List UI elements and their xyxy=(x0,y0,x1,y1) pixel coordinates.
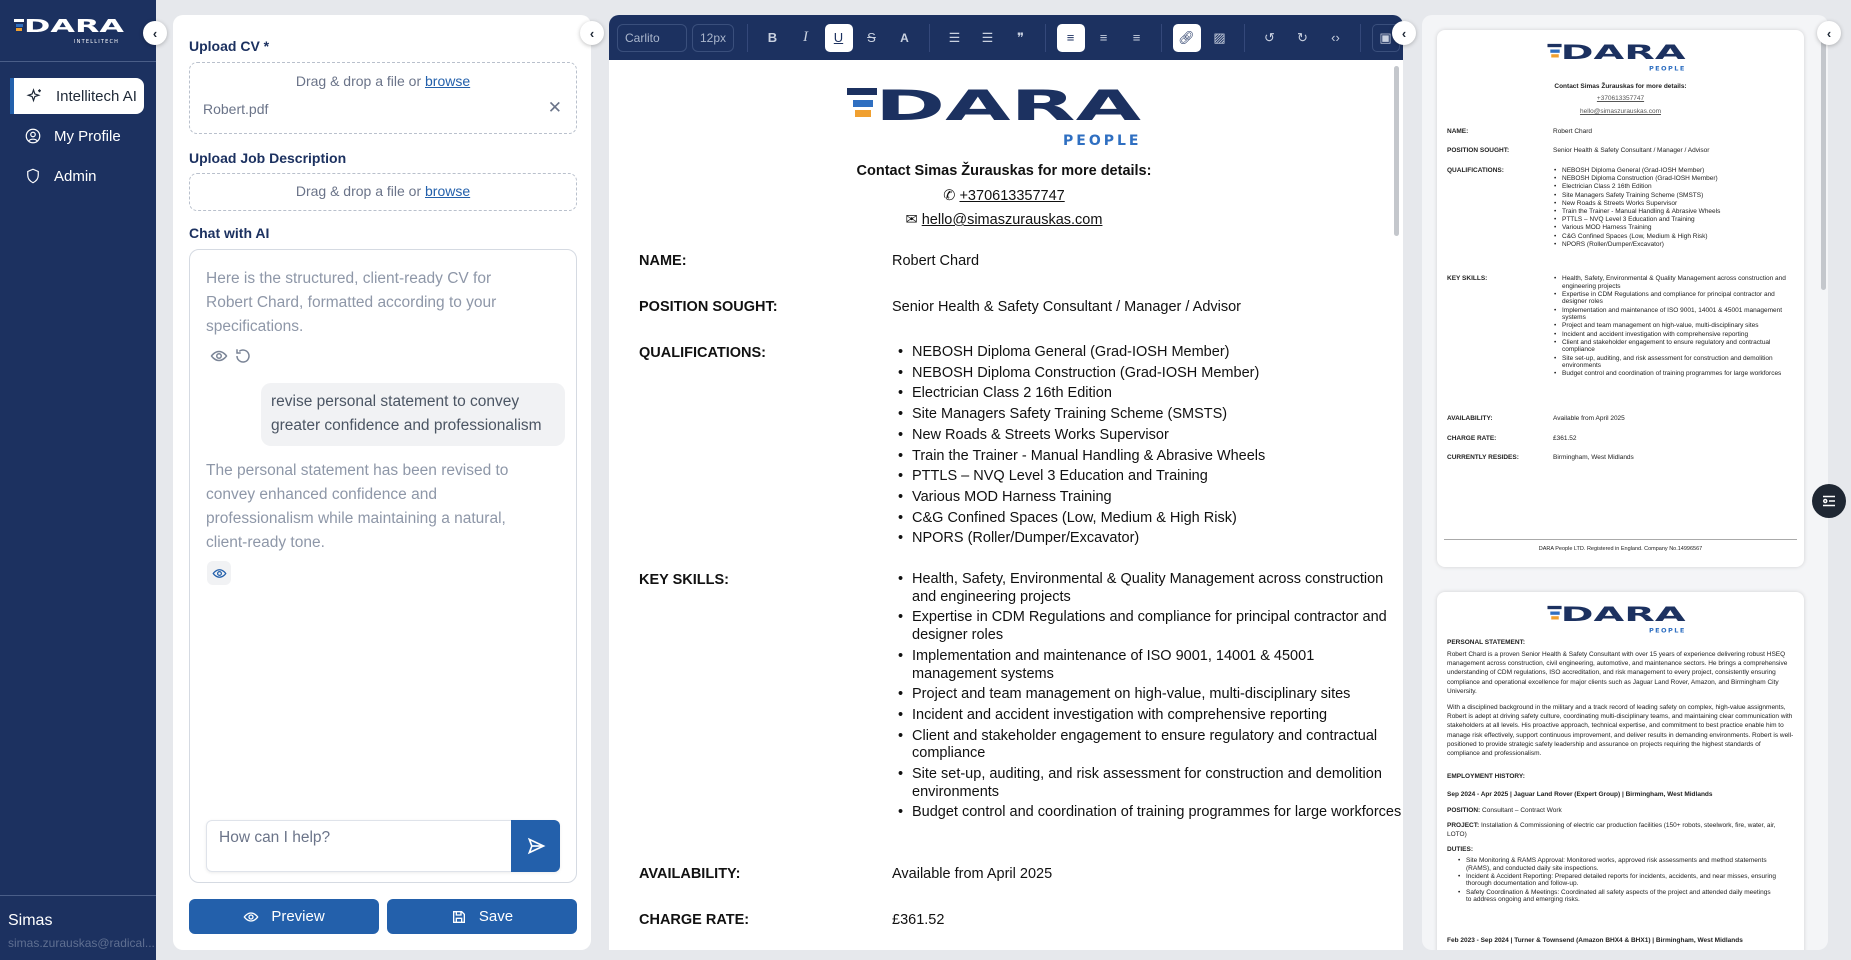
list-item: • NPORS (Roller/Dumper/Excavator) xyxy=(1553,241,1797,249)
preview-page-2 xyxy=(1437,592,1804,950)
collapse-editor-button[interactable] xyxy=(1392,21,1416,45)
user-circle-icon xyxy=(24,127,42,145)
regenerate-icon[interactable] xyxy=(234,347,252,365)
ai-message: Here is the structured, client-ready CV for Robert Chard, formatted according to your specifications. xyxy=(206,270,497,335)
contact-heading: Contact Simas Žurauskas for more details: xyxy=(856,163,1152,179)
browse-link[interactable]: browse xyxy=(425,183,471,199)
svg-text:PEOPLE: PEOPLE xyxy=(1648,64,1686,73)
upload-jd-label: Upload Job Description xyxy=(189,150,347,166)
ai-message: The personal statement has been revised to convey enhanced confidence and professionalism while maintaining a natural, client-ready tone. xyxy=(206,462,509,551)
drop-text: Drag & drop a file or xyxy=(295,73,426,89)
personal-statement-p1: Robert Chard is a proven Senior Health & Safety Consultant with over 15 years of experience delivering robust HSEQ management across construction, civil engineering, automotive, and maintenance sectors. He brings a comprehensive understanding of CDM regulations, ISO accreditation, and risk management to every project, consistently ensuring compliance and operational excellence for major clients such as Jaguar Land Rover, Amazon, and Birmingham City University. xyxy=(1447,651,1788,695)
employment-label: EMPLOYMENT HISTORY: xyxy=(1447,773,1525,780)
list-item: • PTTLS – NVQ Level 3 Education and Training xyxy=(892,468,1402,486)
collapse-sidebar-button[interactable] xyxy=(143,21,167,45)
collapse-preview-button[interactable] xyxy=(1817,21,1841,45)
strikethrough-icon[interactable]: S xyxy=(867,30,876,45)
duties-label: DUTIES: xyxy=(1447,846,1473,853)
toolbar-separator xyxy=(929,24,930,52)
list-item: • Project and team management on high-value, multi-disciplinary sites xyxy=(1553,322,1797,330)
undo-icon[interactable]: ↺ xyxy=(1264,29,1275,45)
personal-statement-label: PERSONAL STATEMENT: xyxy=(1447,639,1526,646)
uploaded-file-name: Robert.pdf xyxy=(203,101,269,117)
availability-value: Available from April 2025 xyxy=(1553,415,1625,422)
email-link[interactable]: hello@simaszurauskas.com xyxy=(921,212,1103,228)
duties-list xyxy=(1457,857,1777,904)
upload-jd-dropzone[interactable] xyxy=(189,173,577,211)
page-footer: DARA People LTD. Registered in England. Company No.14996567 xyxy=(1538,546,1703,552)
bullet-list-icon[interactable]: ☰ xyxy=(981,29,994,45)
list-item: • Train the Trainer - Manual Handling & Abrasive Wheels xyxy=(892,448,1402,466)
skills-list xyxy=(892,571,1402,825)
dara-intellitech-logo xyxy=(12,14,130,48)
job-title: Sep 2024 - Apr 2025 | Jaguar Land Rover (Expert Group) | Birmingham, West Midlands xyxy=(1447,791,1713,798)
list-item: • Site Managers Safety Training Scheme (SMSTS) xyxy=(892,406,1402,424)
availability-value: Available from April 2025 xyxy=(892,866,1053,882)
list-item: • Incident & Accident Reporting: Prepared detailed reports for incidents, accidents, and near misses, ensuring thorough documentation and follow-up. xyxy=(1457,873,1777,888)
outline-toggle-button[interactable] xyxy=(1812,484,1846,518)
list-item: • Expertise in CDM Regulations and compliance for principal contractor and designer roles xyxy=(1553,291,1797,306)
font-size-select[interactable]: 12px xyxy=(692,24,734,52)
list-item: • Safety Coordination & Meetings: Coordinated all safety aspects of the project and attended daily meetings to address ongoing and emerging risks. xyxy=(1457,889,1777,904)
preview-label: Preview xyxy=(271,908,325,925)
resides-value: Birmingham, West Midlands xyxy=(1553,454,1634,461)
align-right-icon[interactable]: ≡ xyxy=(1132,30,1141,45)
redo-icon[interactable]: ↻ xyxy=(1297,29,1308,45)
list-item: • Site set-up, auditing, and risk assessment for construction and demolition environments xyxy=(1553,355,1797,370)
qualifications-label: QUALIFICATIONS: xyxy=(639,345,766,361)
shield-icon xyxy=(24,167,42,185)
sidebar-item-label: Admin xyxy=(54,167,97,185)
job-position: Consultant – Contract Work xyxy=(1480,807,1562,814)
list-item: • PTTLS – NVQ Level 3 Education and Training xyxy=(1553,216,1797,224)
save-button[interactable] xyxy=(387,899,577,934)
list-item: • Health, Safety, Environmental & Quality Management across construction and engineering projects xyxy=(1553,275,1797,290)
chat-label: Chat with AI xyxy=(189,225,270,241)
user-email: simas.zurauskas@radical... xyxy=(8,936,155,950)
skills-label: KEY SKILLS: xyxy=(1447,275,1488,282)
mail-icon: ✉ xyxy=(905,212,922,228)
list-item: • Incident and accident investigation with comprehensive reporting xyxy=(1553,331,1797,339)
sidebar-item-my-profile[interactable] xyxy=(10,118,144,154)
sidebar xyxy=(0,0,156,960)
qualifications-list xyxy=(892,344,1402,551)
toolbar-separator xyxy=(1244,24,1245,52)
preview-panel xyxy=(1422,15,1828,950)
list-item: • Project and team management on high-value, multi-disciplinary sites xyxy=(892,686,1402,704)
preview-button[interactable] xyxy=(189,899,379,934)
toolbar-separator xyxy=(1045,24,1046,52)
list-item: • NEBOSH Diploma General (Grad-IOSH Member) xyxy=(892,344,1402,362)
text-color-icon[interactable]: A xyxy=(900,30,909,45)
rate-label: CHARGE RATE: xyxy=(1447,435,1497,442)
user-name: Simas xyxy=(8,912,53,929)
dara-people-logo xyxy=(1547,42,1687,73)
sidebar-item-label: Intellitech AI xyxy=(56,87,137,105)
list-item: • Train the Trainer - Manual Handling & Abrasive Wheels xyxy=(1553,208,1797,216)
skills-label: KEY SKILLS: xyxy=(639,572,729,588)
chevron-left-icon: ‹ xyxy=(1826,25,1832,41)
user-message: revise personal statement to convey greater confidence and professionalism xyxy=(261,383,565,446)
preview-version-button[interactable] xyxy=(207,561,231,585)
drop-text: Drag & drop a file or xyxy=(295,183,426,199)
name-label: NAME: xyxy=(1447,128,1469,135)
position-label: POSITION SOUGHT: xyxy=(639,299,778,315)
list-item: • Site Monitoring & RAMS Approval: Monitored works, approved risk assessments and method statements (RAMS), and conducted daily site inspections. xyxy=(1457,857,1777,872)
svg-text:DARA: DARA xyxy=(24,16,125,37)
sidebar-item-intellitech-ai[interactable] xyxy=(10,78,144,114)
project-key: PROJECT: xyxy=(1447,822,1480,829)
name-value: Robert Chard xyxy=(892,253,980,269)
position-label: POSITION SOUGHT: xyxy=(1447,147,1510,154)
list-item: • Electrician Class 2 16th Edition xyxy=(892,385,1402,403)
list-settings-icon xyxy=(1820,492,1838,510)
list-item: • Budget control and coordination of training programmes for large workforces xyxy=(1553,370,1797,378)
chevron-left-icon: ‹ xyxy=(589,25,595,41)
list-item: • New Roads & Streets Works Supervisor xyxy=(892,427,1402,445)
upload-cv-label: Upload CV * xyxy=(189,38,270,54)
personal-statement-p2: With a disciplined background in the military and a track record of leading safety on complex, high-value assignments, Robert is adept at driving safety culture, coordinating multi-disciplinary teams, and maintaining clear communication with stakeholders at all levels. His proactive approach, technical expertise, and commitment to best practice enable him to manage risk effectively, support continuous improvement, and deliver results in demanding environments. Robert is well-positioned to provide strategic safety leadership and assurance on projects requiring the highest standards of compliance and professionalism. xyxy=(1447,704,1794,758)
contact-phone: +370613357747 xyxy=(1596,95,1645,102)
sidebar-item-admin[interactable] xyxy=(10,158,144,194)
name-label: NAME: xyxy=(639,253,687,269)
cv-editor[interactable] xyxy=(609,60,1403,950)
rate-value: £361.52 xyxy=(1553,435,1577,442)
underline-icon[interactable]: U xyxy=(825,24,853,52)
footer-divider xyxy=(1444,539,1797,540)
rate-value: £361.52 xyxy=(892,912,945,928)
qualifications-label: QUALIFICATIONS: xyxy=(1447,167,1504,174)
toolbar-separator xyxy=(747,24,748,52)
position-key: POSITION: xyxy=(1447,807,1481,814)
name-value: Robert Chard xyxy=(1553,128,1593,135)
input-panel xyxy=(173,15,591,950)
send-icon xyxy=(526,836,546,856)
sidebar-item-label: My Profile xyxy=(54,127,121,145)
sparkles-icon xyxy=(26,87,44,105)
code-icon[interactable]: ‹› xyxy=(1331,30,1340,45)
chat-input[interactable]: How can I help? xyxy=(206,820,560,872)
ordered-list-icon[interactable]: ☰ xyxy=(948,29,961,45)
save-icon xyxy=(451,909,467,925)
toolbar-separator xyxy=(1360,24,1361,52)
remove-file-icon[interactable]: ✕ xyxy=(547,98,562,117)
dara-people-logo xyxy=(1547,604,1687,635)
list-item: • New Roads & Streets Works Supervisor xyxy=(1553,200,1797,208)
image-icon[interactable]: ▨ xyxy=(1213,29,1226,45)
dara-people-logo xyxy=(847,84,1143,150)
save-label: Save xyxy=(478,908,514,925)
svg-text:DARA: DARA xyxy=(1560,42,1687,64)
list-item: • Various MOD Harness Training xyxy=(892,489,1402,507)
sidebar-divider xyxy=(0,895,156,896)
svg-text:DARA: DARA xyxy=(1560,604,1687,626)
preview-page-1 xyxy=(1437,30,1804,567)
list-item: • Client and stakeholder engagement to ensure regulatory and contractual compliance xyxy=(1553,339,1797,354)
position-value: Senior Health & Safety Consultant / Manager / Advisor xyxy=(1553,147,1710,154)
list-item: • NEBOSH Diploma General (Grad-IOSH Member) xyxy=(1553,167,1797,175)
svg-text:PEOPLE: PEOPLE xyxy=(1648,626,1686,635)
list-item: • C&G Confined Spaces (Low, Medium & High Risk) xyxy=(892,510,1402,528)
list-item: • Incident and accident investigation with comprehensive reporting xyxy=(892,707,1402,725)
skills-list xyxy=(1553,275,1797,378)
availability-label: AVAILABILITY: xyxy=(639,866,741,882)
font-family-select[interactable]: Carlito xyxy=(617,24,687,52)
list-item: • Health, Safety, Environmental & Quality Management across construction and engineering projects xyxy=(892,571,1402,606)
contact-email: hello@simaszurauskas.com xyxy=(1579,108,1661,115)
bold-icon[interactable]: B xyxy=(767,30,778,45)
list-item: • Budget control and coordination of training programmes for large workforces xyxy=(892,804,1402,822)
collapse-input-panel-button[interactable] xyxy=(580,21,604,45)
contact-phone xyxy=(609,187,1399,205)
list-item: • Implementation and maintenance of ISO 9001, 14001 & 45001 management systems xyxy=(892,648,1402,683)
eye-icon[interactable] xyxy=(210,347,228,365)
upload-cv-dropzone[interactable] xyxy=(189,62,577,134)
job-project: Installation & Commissioning of electric car production facilities (150+ robots, steelwork, fire, water, air, LOTO) xyxy=(1447,822,1776,839)
contact-email xyxy=(609,211,1399,229)
sidebar-divider xyxy=(0,61,156,62)
list-item: • Various MOD Harness Training xyxy=(1553,224,1797,232)
list-item: • NEBOSH Diploma Construction (Grad-IOSH Member) xyxy=(892,365,1402,383)
link-icon[interactable]: 🔗︎ xyxy=(1173,24,1201,52)
page-layout-icon[interactable]: ▣ xyxy=(1372,24,1400,52)
browse-link[interactable]: browse xyxy=(425,73,471,89)
svg-text:INTELLITECH: INTELLITECH xyxy=(74,39,120,45)
list-item: • Electrician Class 2 16th Edition xyxy=(1553,183,1797,191)
job-title: Feb 2023 - Sep 2024 | Turner & Townsend (Amazon BHX4 & BHX1) | Birmingham, West Midlands xyxy=(1447,937,1743,944)
phone-icon: ✆ xyxy=(943,188,960,204)
svg-text:PEOPLE: PEOPLE xyxy=(1063,133,1142,149)
eye-icon xyxy=(212,566,227,581)
availability-label: AVAILABILITY: xyxy=(1447,415,1493,422)
list-item: • Expertise in CDM Regulations and compliance for principal contractor and designer roles xyxy=(892,609,1402,644)
editor-toolbar xyxy=(609,15,1403,60)
blockquote-icon[interactable]: ❞ xyxy=(1017,29,1024,45)
toolbar-separator xyxy=(1161,24,1162,52)
chat-box xyxy=(189,249,577,883)
chevron-left-icon: ‹ xyxy=(152,25,158,41)
italic-icon[interactable]: I xyxy=(803,29,808,45)
align-left-icon[interactable]: ≡ xyxy=(1057,24,1085,52)
list-item: • Site set-up, auditing, and risk assessment for construction and demolition environments xyxy=(892,766,1402,801)
list-item: • Implementation and maintenance of ISO 9001, 14001 & 45001 management systems xyxy=(1553,307,1797,322)
phone-link[interactable]: +370613357747 xyxy=(959,188,1065,204)
list-item: • Site Managers Safety Training Scheme (SMSTS) xyxy=(1553,192,1797,200)
svg-text:DARA: DARA xyxy=(875,84,1142,130)
position-value: Senior Health & Safety Consultant / Manager / Advisor xyxy=(892,299,1241,315)
list-item: • NPORS (Roller/Dumper/Excavator) xyxy=(892,530,1402,548)
contact-heading: Contact Simas Žurauskas for more details: xyxy=(1554,83,1687,90)
align-center-icon[interactable]: ≡ xyxy=(1099,30,1108,45)
preview-scrollbar[interactable] xyxy=(1821,30,1826,290)
list-item: • NEBOSH Diploma Construction (Grad-IOSH Member) xyxy=(1553,175,1797,183)
rate-label: CHARGE RATE: xyxy=(639,912,750,928)
chevron-left-icon: ‹ xyxy=(1401,25,1407,41)
resides-label: CURRENTLY RESIDES: xyxy=(1447,454,1519,461)
list-item: • C&G Confined Spaces (Low, Medium & High Risk) xyxy=(1553,233,1797,241)
send-button[interactable] xyxy=(511,820,560,872)
list-item: • Client and stakeholder engagement to ensure regulatory and contractual compliance xyxy=(892,728,1402,763)
eye-icon xyxy=(243,909,259,925)
qualifications-list xyxy=(1553,167,1797,249)
